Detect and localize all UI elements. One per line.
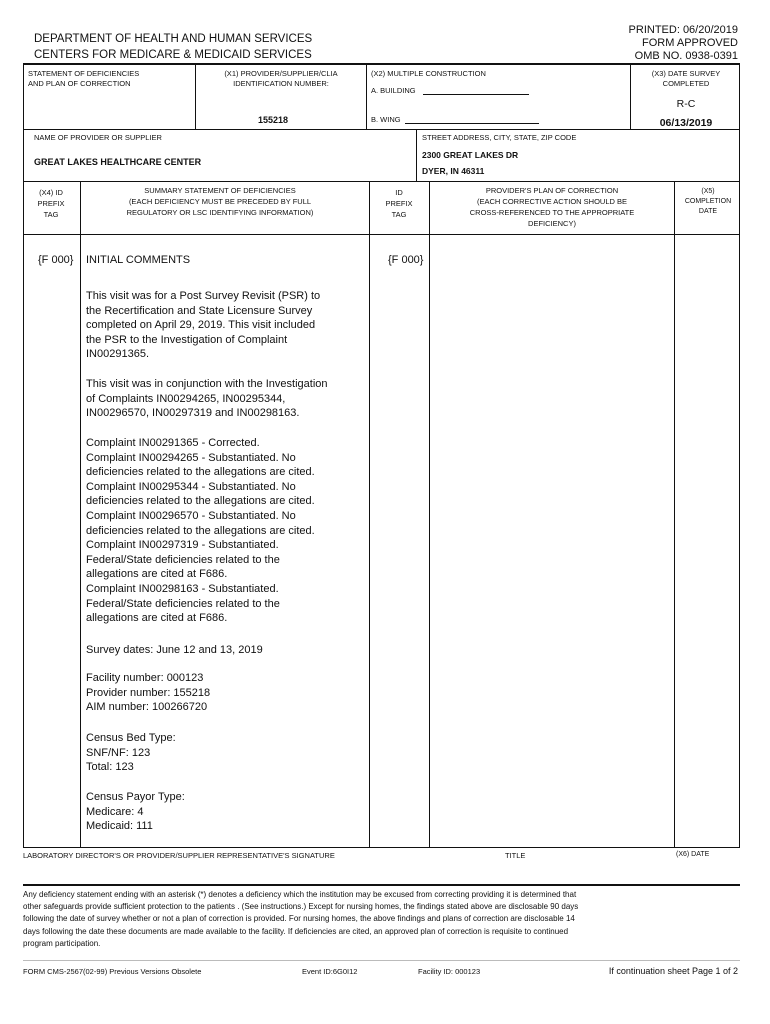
wing-field <box>405 123 539 124</box>
provider-name: GREAT LAKES HEALTHCARE CENTER <box>34 157 202 167</box>
title-label: TITLE <box>505 851 526 860</box>
building-label: A. BUILDING <box>371 86 416 95</box>
paragraph-survey-dates: Survey dates: June 12 and 13, 2019 <box>86 644 263 656</box>
printed-date: PRINTED: 06/20/2019 <box>628 24 738 36</box>
paragraph-census-payor: Census Payor Type: Medicare: 4 Medicaid: 111 <box>86 791 185 833</box>
survey-code: R-C <box>676 98 696 110</box>
x2-label: (X2) MULTIPLE CONSTRUCTION <box>371 69 486 78</box>
paragraph-conjunction: This visit was in conjunction with the Investigation of Complaints IN00294265, IN00295344, IN00296570, IN00297319 and IN00298163. <box>86 378 328 420</box>
column-divider <box>369 181 370 847</box>
provider-name-label: NAME OF PROVIDER OR SUPPLIER <box>34 133 162 142</box>
entry-title: INITIAL COMMENTS <box>86 254 191 266</box>
city-state-zip: DYER, IN 46311 <box>422 166 485 176</box>
director-signature-label: LABORATORY DIRECTOR'S OR PROVIDER/SUPPLIER REPRESENTATIVE'S SIGNATURE <box>23 851 335 860</box>
building-field <box>423 94 529 95</box>
department-title: DEPARTMENT OF HEALTH AND HUMAN SERVICES <box>34 33 313 45</box>
provider-row-bottom <box>23 181 740 182</box>
continuation-page: If continuation sheet Page 1 of 2 <box>608 966 738 976</box>
column-divider <box>429 181 430 847</box>
left-border <box>23 64 24 847</box>
facility-id: Facility ID: 000123 <box>418 967 481 976</box>
paragraph-census-bed: Census Bed Type: SNF/NF: 123 Total: 123 <box>86 732 176 774</box>
signature-bottom <box>23 884 740 886</box>
top-rule <box>23 63 740 65</box>
row1-bottom <box>23 129 740 130</box>
left-tag: {F 000} <box>38 254 74 266</box>
x4-header: (X4) ID PREFIX TAG <box>37 188 65 219</box>
form-approved: FORM APPROVED <box>642 37 738 49</box>
summary-header: SUMMARY STATEMENT OF DEFICIENCIES (EACH DEFICIENCY MUST BE PRECEDED BY FULL REGULATORY OR LSC IDENTIFYING INFORMATION) <box>126 186 314 217</box>
divider <box>416 129 417 181</box>
provider-id: 155218 <box>258 115 289 125</box>
omb-number: OMB NO. 0938-0391 <box>634 50 738 62</box>
centers-title: CENTERS FOR MEDICARE & MEDICAID SERVICES <box>34 49 312 61</box>
x3-label: (X3) DATE SURVEY COMPLETED <box>651 69 721 88</box>
survey-date: 06/13/2019 <box>659 117 713 129</box>
column-divider <box>674 181 675 847</box>
id-prefix-header: ID PREFIX TAG <box>385 188 413 219</box>
disclaimer-text: Any deficiency statement ending with an asterisk (*) denotes a deficiency which the institution may be excused from correcting providing it is determined that other safeguards provide sufficient protection to the patients . (See instructions.) Except for nursing homes, the findings stated above are disclosable 90 days following the date of survey whether or not a plan of correction is provided. For nursing homes, the above findings and plans of correction are disclosable 14 days following the date these documents are made available to the facility. If deficiencies are cited, an approved plan of correction is requisite to continued program participation. <box>23 890 579 948</box>
event-id: Event ID:6G0I12 <box>302 967 358 976</box>
paragraph-psr: This visit was for a Post Survey Revisit (PSR) to the Recertification and State Licensure Survey completed on April 29, 2019. This visit included the PSR to the Investigation of Complaint IN00291365. <box>86 290 321 361</box>
right-tag: {F 000} <box>388 254 424 266</box>
column-divider <box>80 181 81 847</box>
paragraph-facility: Facility number: 000123 Provider number: 155218 AIM number: 100266720 <box>86 672 211 714</box>
header-row-bottom <box>23 234 740 235</box>
paragraph-complaints: Complaint IN00291365 - Corrected. Complaint IN00294265 - Substantiated. No deficiencies related to the allegations are cited. Complaint IN00295344 - Substantiated. No deficiencies related to the allegations are cited. Complaint IN00296570 - Substantiated. No deficiencies related to the allegations are cited. Complaint IN00297319 - Substantiated. Federal/State deficiencies related to the allegations are cited at F686. Complaint IN00298163 - Substantiated. Federal/State deficiencies related to the allegations are cited at F686. <box>86 437 315 625</box>
right-border <box>739 64 740 847</box>
statement-label: STATEMENT OF DEFICIENCIES AND PLAN OF CORRECTION <box>28 69 140 88</box>
x6-date-label: (X6) DATE <box>676 851 710 858</box>
street-address: 2300 GREAT LAKES DR <box>422 150 519 160</box>
signature-top <box>23 847 740 848</box>
x1-label: (X1) PROVIDER/SUPPLIER/CLIA IDENTIFICATION NUMBER: <box>224 69 338 88</box>
x5-header: (X5) COMPLETION DATE <box>684 188 732 215</box>
address-label: STREET ADDRESS, CITY, STATE, ZIP CODE <box>422 133 577 142</box>
wing-label: B. WING <box>371 115 401 124</box>
plan-header: PROVIDER'S PLAN OF CORRECTION (EACH CORRECTIVE ACTION SHOULD BE CROSS-REFERENCED TO THE APPROPRIATE DEFICIENCY) <box>469 186 635 228</box>
divider <box>366 64 367 129</box>
footer-top <box>23 960 740 961</box>
form-number: FORM CMS-2567(02-99) Previous Versions Obsolete <box>23 967 202 976</box>
